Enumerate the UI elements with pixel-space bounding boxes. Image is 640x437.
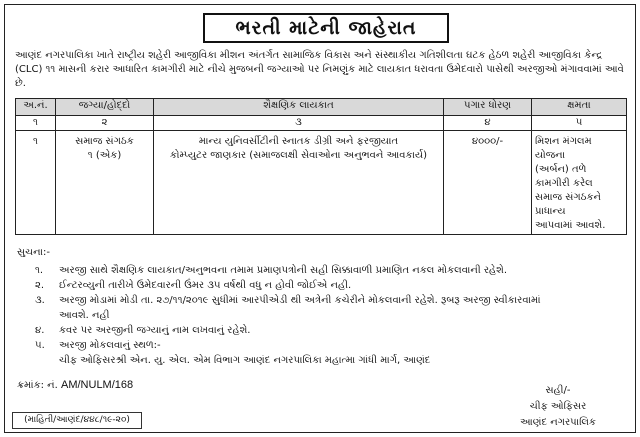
- col-number: ૫: [532, 116, 627, 131]
- note-text: આવશે. નહી: [59, 310, 110, 321]
- vacancy-table: [15, 98, 627, 235]
- cell-qualification: [154, 131, 444, 235]
- reference-code: AM/NULM/168: [61, 379, 134, 391]
- table-row: [16, 131, 627, 235]
- note-number: ૩.: [35, 295, 45, 306]
- note-number: [35, 308, 59, 323]
- note-text: ઈન્ટરવ્યુની તારીખે ઉમેદવારની ઉંમર ૩૫ વર્ષથી વધુ ન હોવી જોઈએ નહી.: [59, 280, 352, 291]
- col-header-sr: અ.નં.: [16, 99, 56, 116]
- list-item: [35, 263, 635, 278]
- intro-paragraph: આણંદ નગરપાલિકા ખાતે રાષ્ટ્રીય શહેરી આજીવિકા મીશન અંતર્ગત સામાજિક વિકાસ અને સંસ્થાકીય ગતિશીલતા ઘટક હેઠળ શહેરી આજીવિકા કેન્દ્ર (CLC) ૧૧ માસની કરાર આધારિત કામગીરી માટે નીચે મુજબની જગ્યાઓ પર નિમણુંક માટે લાયકાત ધરાવતા ઉમેદવારો પાસેથી અરજીઓ મંગાવવામાં આવે છે.: [15, 50, 624, 89]
- note-text: અરજી મોડામાં મોડી તા. ૨૭/૧૧/૨૦૧૯ સુધીમાં આરપીએડી થી અત્રેની કચેરીને મોકલવાની રહેશે. રૂબરૂ અરજી સ્વીકારવામાં: [59, 295, 541, 306]
- reference-number: [17, 379, 133, 391]
- table-number-row: [16, 116, 627, 131]
- note-text: ચીફ ઓફિસરશ્રી એન. યુ. એલ. એમ વિભાગ આણંદ નગરપાલિકા મહાત્મા ગાંધી માર્ગ, આણંદ: [59, 355, 431, 366]
- reference-label: ક્રમાંક: નં.: [17, 380, 58, 391]
- capacity-line: આપવામાં આવશે.: [535, 220, 606, 231]
- notes-heading: સુચના:-: [17, 247, 50, 258]
- note-text: કવર પર અરજીની જગ્યાનું નામ લખવાનું રહેશે.: [59, 325, 251, 336]
- col-number: ૪: [444, 116, 532, 131]
- post-name: સમાજ સંગઠક: [75, 136, 134, 147]
- col-number: ૨: [56, 116, 154, 131]
- list-item: [35, 308, 635, 323]
- col-number: ૧: [16, 116, 56, 131]
- col-header-capacity: ક્ષમતા: [532, 99, 627, 116]
- note-text: અરજી સાથે શૈક્ષણિક લાયકાત/અનુભવના તમામ પ્રમાણપત્રોની સહી સિક્કાવાળી પ્રમાણિત નકલ મોકલવાની રહેશે.: [59, 265, 508, 276]
- col-header-qualification: શૈક્ષણિક લાયકાત: [154, 99, 444, 116]
- col-header-post: જગ્યા/હોદ્દો: [56, 99, 154, 116]
- list-item: [35, 278, 635, 293]
- cell-salary: ૪૦૦૦/-: [444, 131, 532, 235]
- note-number: ૫.: [35, 340, 45, 351]
- col-number: ૩: [154, 116, 444, 131]
- cell-sr: ૧: [16, 131, 56, 235]
- signatory-office: આણંદ નગરપાલિક: [520, 417, 596, 428]
- notes-list: [35, 263, 635, 368]
- col-header-salary: પગાર ધોરણ: [444, 99, 532, 116]
- list-item: [35, 323, 635, 338]
- page-title: ભરતી માટેની જાહેરાત: [203, 13, 449, 43]
- qualification-line: કોમ્પ્યુટર જાણકાર (સમાજલક્ષી સેવાઓના અનુભવને આવકાર્ય): [169, 150, 428, 161]
- note-number: [35, 353, 59, 368]
- info-department-tag: (માહિતી/આણંદ/૪૪૮/૧૯-૨૦): [12, 412, 142, 429]
- signature-mark: સહી/-: [545, 385, 571, 396]
- note-number: ૧.: [35, 265, 44, 276]
- signatory-title: ચીફ ઓફિસર: [529, 401, 587, 412]
- advertisement-page: [4, 4, 636, 433]
- cell-capacity: [532, 131, 627, 235]
- capacity-line: (અર્બન) તળે કામગીરી કરેલ: [535, 164, 593, 189]
- qualification-line: માન્ય યુનિવર્સીટીની સ્નાતક ડીગ્રી અને ફરજીયાત: [198, 136, 399, 147]
- cell-post: [56, 131, 154, 235]
- capacity-line: મિશન મંગલમ યોજના: [535, 136, 592, 161]
- note-text: અરજી મોકલવાનું સ્થળ:-: [59, 340, 161, 351]
- note-number: ૨.: [35, 280, 45, 291]
- post-count: ૧ (એક): [87, 150, 122, 161]
- note-number: ૪.: [35, 325, 45, 336]
- signature-block: [503, 383, 613, 431]
- capacity-line: સમાજ સંગઠકને પ્રાધાન્ય: [535, 192, 601, 217]
- list-item: [35, 338, 635, 353]
- list-item: [35, 353, 635, 368]
- table-header-row: [16, 99, 627, 116]
- list-item: [35, 293, 635, 308]
